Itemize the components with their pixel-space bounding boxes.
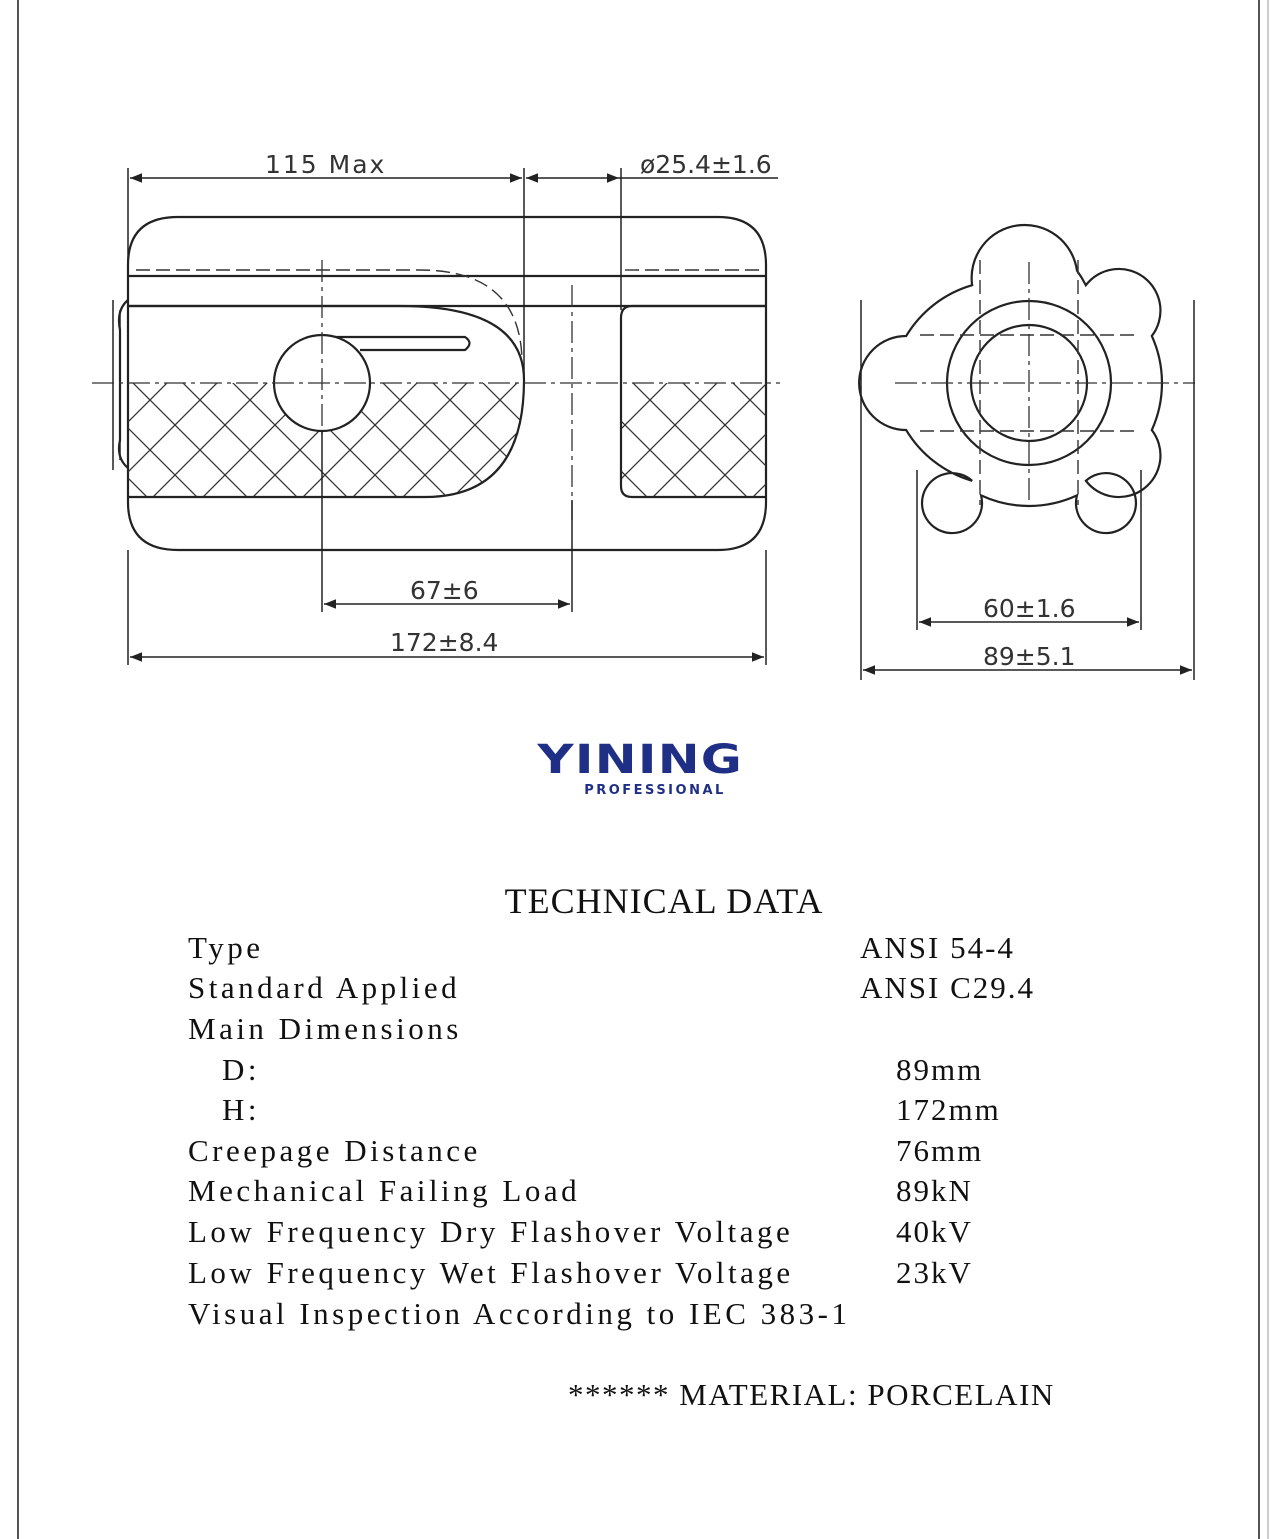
groove-right-hatch [621,383,766,497]
spec-value-creepage: 76mm [896,1133,984,1168]
dim-hole-diameter: ø25.4±1.6 [640,150,772,179]
spec-value-h: 172mm [896,1092,1001,1127]
spec-value-wet-flashover: 23kV [896,1255,973,1290]
spec-value-dry-flashover: 40kV [896,1214,973,1249]
spec-label-main-dimensions: Main Dimensions [188,1011,462,1046]
dim-core: 60±1.6 [983,594,1076,623]
end-view [859,225,1195,680]
spec-value-type: ANSI 54-4 [860,930,1015,965]
end-view-outline [859,225,1162,533]
spec-label-dry-flashover: Low Frequency Dry Flashover Voltage [188,1214,794,1249]
spec-label-d: D: [222,1052,260,1087]
brand-name: YINING [537,737,743,783]
spec-label-standard: Standard Applied [188,970,461,1005]
brand-logo [500,738,780,798]
dim-hole-spacing: 67±6 [410,576,479,605]
spec-label-type: Type [188,930,264,965]
dim-height: 172±8.4 [390,628,499,657]
technical-data-title: TECHNICAL DATA [504,881,824,921]
side-view [92,150,780,665]
spec-value-d: 89mm [896,1052,984,1087]
dim-length-max: 115 Max [265,150,387,179]
dim-diameter: 89±5.1 [983,642,1076,671]
spec-value-standard: ANSI C29.4 [860,970,1036,1005]
brand-tagline: PROFESSIONAL [584,783,726,798]
material-note: ****** MATERIAL: PORCELAIN [568,1377,1055,1412]
spec-label-creepage: Creepage Distance [188,1133,481,1168]
spec-value-mechanical-load: 89kN [896,1173,973,1208]
spec-label-h: H: [222,1092,260,1127]
spec-label-visual-inspection: Visual Inspection According to IEC 383-1 [188,1296,851,1331]
spec-label-mechanical-load: Mechanical Failing Load [188,1173,581,1208]
spec-label-wet-flashover: Low Frequency Wet Flashover Voltage [188,1255,794,1290]
